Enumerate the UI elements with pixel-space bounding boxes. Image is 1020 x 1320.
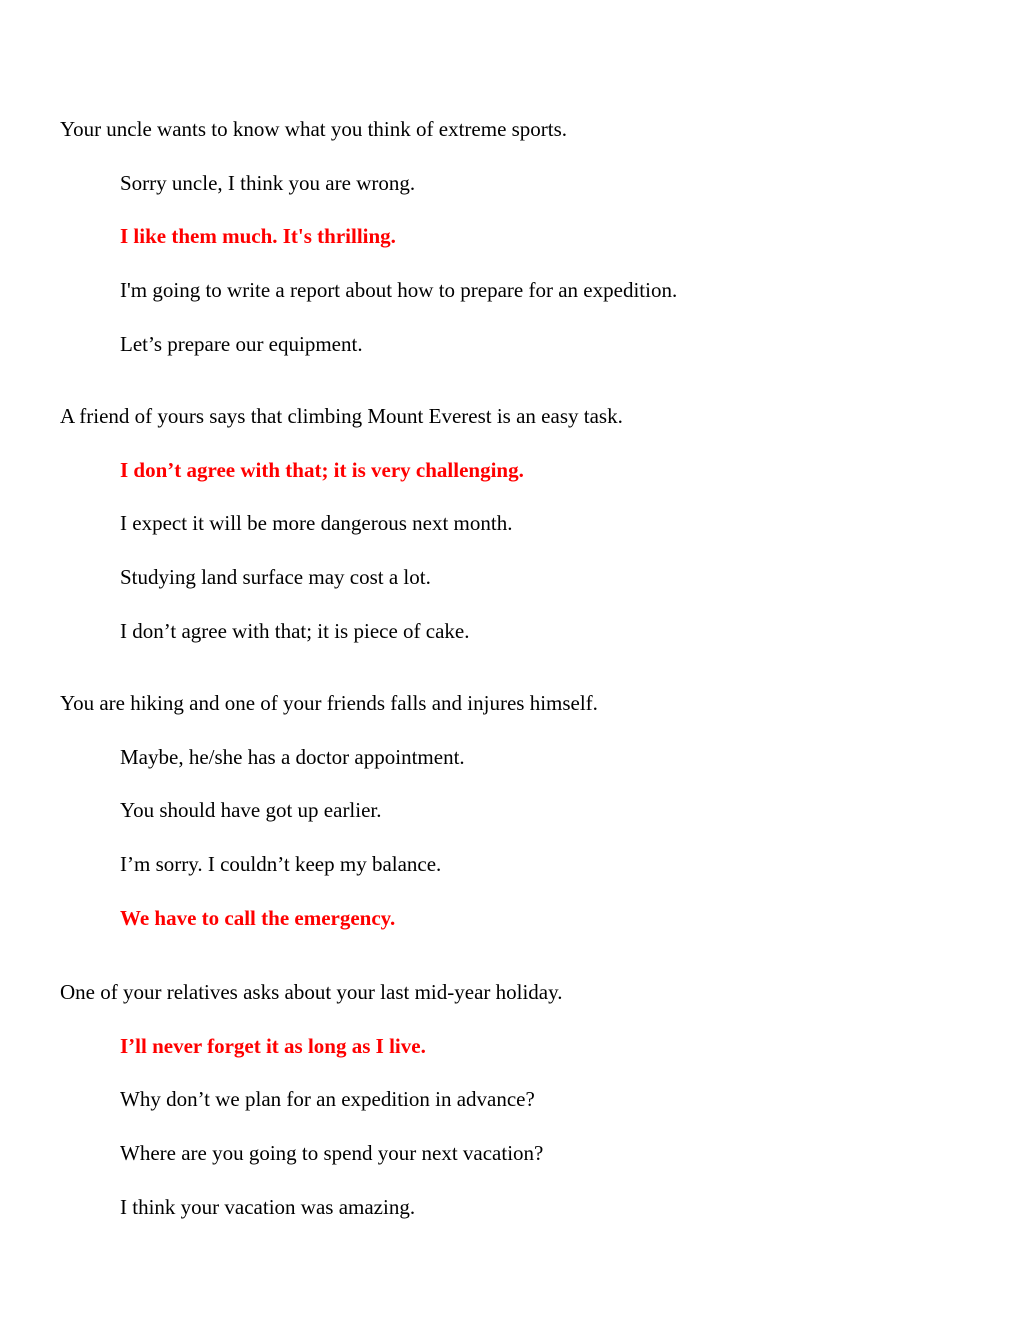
answer-option: I think your vacation was amazing. [120, 1195, 416, 1219]
answer-option-correct: I don’t agree with that; it is very challenging. [120, 458, 524, 482]
answer-option-correct: I like them much. It's thrilling. [120, 224, 396, 248]
answer-option-correct: We have to call the emergency. [120, 906, 396, 930]
answer-option: I don’t agree with that; it is piece of cake. [120, 619, 470, 643]
question-prompt: One of your relatives asks about your last mid-year holiday. [60, 980, 563, 1004]
answer-option: I’m sorry. I couldn’t keep my balance. [120, 852, 442, 876]
answer-option: Why don’t we plan for an expedition in advance? [120, 1087, 535, 1111]
answer-option: Let’s prepare our equipment. [120, 332, 363, 356]
answer-option: Sorry uncle, I think you are wrong. [120, 171, 416, 195]
answer-option: Studying land surface may cost a lot. [120, 565, 431, 589]
answer-option: You should have got up earlier. [120, 798, 382, 822]
answer-option-correct: I’ll never forget it as long as I live. [120, 1034, 426, 1058]
question-prompt: A friend of yours says that climbing Mount Everest is an easy task. [60, 404, 623, 428]
answer-option: I expect it will be more dangerous next month. [120, 511, 513, 535]
answer-option: I'm going to write a report about how to prepare for an expedition. [120, 278, 678, 302]
answer-option: Where are you going to spend your next vacation? [120, 1141, 544, 1165]
question-prompt: Your uncle wants to know what you think of extreme sports. [60, 117, 568, 141]
answer-option: Maybe, he/she has a doctor appointment. [120, 745, 465, 769]
question-prompt: You are hiking and one of your friends falls and injures himself. [60, 691, 598, 715]
